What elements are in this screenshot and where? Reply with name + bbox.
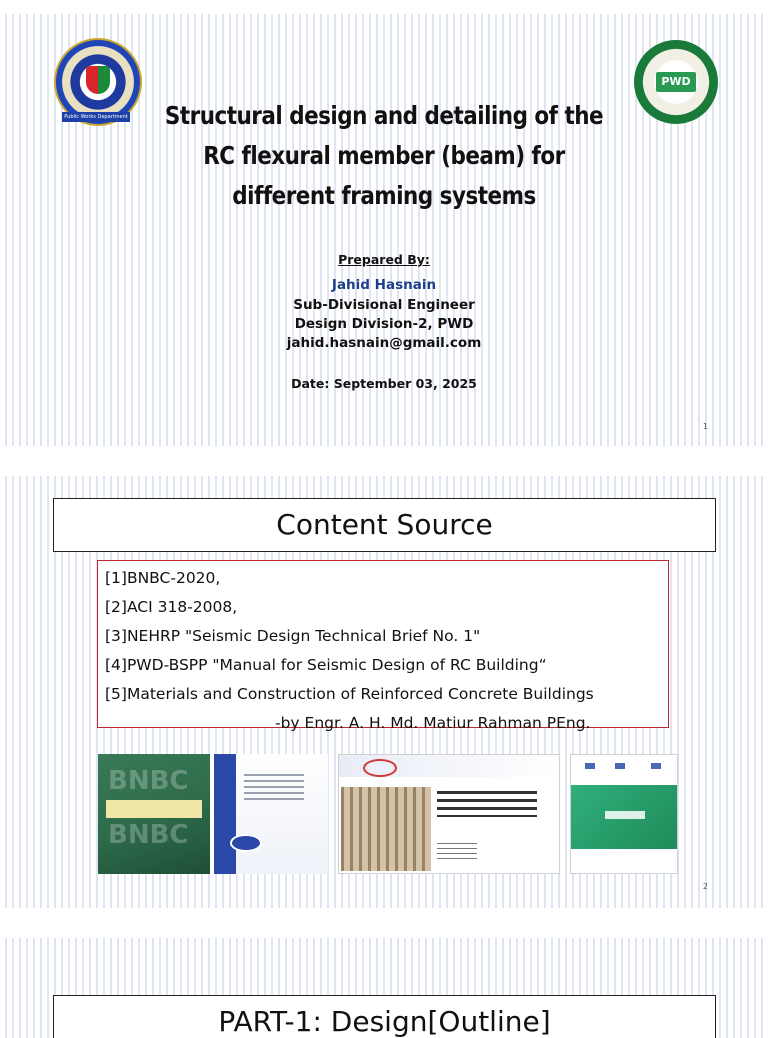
list-item: [1]BNBC-2020, (105, 569, 221, 587)
slide-number: 1 (702, 422, 708, 431)
outline-slide (0, 938, 768, 1038)
list-item: [2]ACI 318-2008, (105, 598, 238, 616)
pwd-seal-icon (634, 40, 718, 124)
list-item: [4]PWD-BSPP "Manual for Seismic Design of RC Building“ (105, 656, 547, 674)
prepared-by-label: Prepared By: (338, 252, 430, 267)
slide-title: Content Source (53, 498, 716, 552)
author-role: Sub-Divisional Engineer (293, 297, 475, 313)
pwd-seal-label: PWD (656, 72, 696, 92)
presentation-title: Structural design and detailing of the RC flexural member (beam) for different framing systems (164, 101, 604, 210)
author-division: Design Division-2, PWD (294, 316, 474, 332)
content-source-slide (0, 476, 768, 908)
shield-icon (86, 66, 110, 94)
slide-number: 2 (702, 882, 708, 891)
bnbc-book-cover-icon: BNBC BNBC (98, 754, 210, 874)
slide-title: PART-1: Design[Outline] (53, 995, 716, 1038)
list-item: [3]NEHRP "Seismic Design Technical Brief No. 1" (105, 627, 481, 645)
title-slide (0, 14, 768, 446)
nehrp-brief-cover-icon (338, 754, 560, 874)
logo-caption: Public Works Department (62, 112, 130, 122)
seismic-design-manual-cover-icon (570, 754, 678, 874)
author-name: Jahid Hasnain (331, 277, 437, 293)
source-list (97, 560, 669, 732)
author-email: jahid.hasnain@gmail.com (286, 335, 482, 351)
presentation-date: Date: September 03, 2025 (291, 376, 477, 391)
list-item: [5]Materials and Construction of Reinforced Concrete Buildings (105, 685, 594, 703)
list-item-author: -by Engr. A. H. Md. Matiur Rahman PEng. (275, 714, 591, 732)
aci-book-cover-icon (214, 754, 328, 874)
